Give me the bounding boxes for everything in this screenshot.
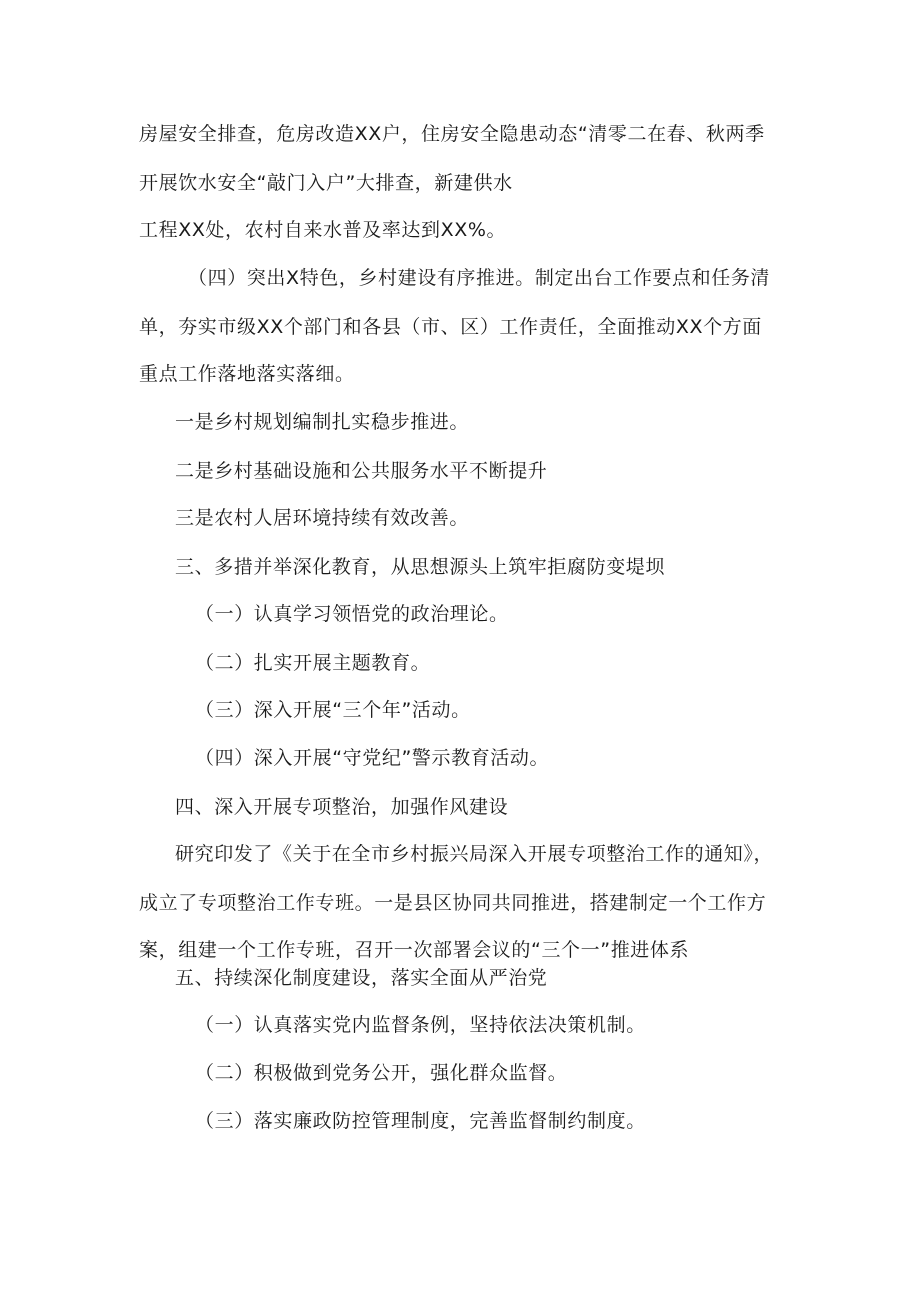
text-line-1: 房屋安全排查，危房改造XX户，住房安全隐患动态“清零二在春、秋两季 <box>139 123 765 145</box>
text-line-22: （三）落实廉政防控管理制度，完善监督制约制度。 <box>195 1110 646 1132</box>
text-line-14: （四）深入开展“守党纪”警示教育活动。 <box>195 747 550 769</box>
text-line-12: （二）扎实开展主题教育。 <box>195 652 431 674</box>
section-heading-3: 三、多措并举深化教育，从思想源头上筑牢拒腐防变堤坝 <box>175 556 666 578</box>
text-line-11: （一）认真学习领悟党的政治理论。 <box>195 603 509 625</box>
text-line-8: 二是乡村基础设施和公共服务水平不断提升 <box>175 460 548 482</box>
section-heading-4: 四、深入开展专项整治，加强作风建设 <box>175 796 509 818</box>
section-heading-5: 五、持续深化制度建设，落实全面从严治党 <box>175 967 548 989</box>
text-line-17: 成立了专项整治工作专班。一是县区协同共同推进，搭建制定一个工作方 <box>139 892 767 914</box>
text-line-20: （一）认真落实党内监督条例，坚持依法决策机制。 <box>195 1014 646 1036</box>
text-line-18: 案，组建一个工作专班，召开一次部署会议的“三个一”推进体系 <box>139 939 690 961</box>
text-line-4: （四）突出X特色，乡村建设有序推进。制定出台工作要点和任务清 <box>188 267 771 289</box>
text-line-7: 一是乡村规划编制扎实稳步推进。 <box>175 411 470 433</box>
text-line-9: 三是农村人居环境持续有效改善。 <box>175 507 470 529</box>
text-line-16: 研究印发了《关于在全市乡村振兴局深入开展专项整治工作的通知》， <box>175 843 774 865</box>
text-line-13: （三）深入开展“三个年”活动。 <box>195 699 471 721</box>
text-line-3: 工程XX处，农村自来水普及率达到XX%。 <box>139 219 507 241</box>
text-line-6: 重点工作落地落实落细。 <box>139 363 355 385</box>
text-line-2: 开展饮水安全“敲门入户”大排查，新建供水 <box>139 172 513 194</box>
text-line-5: 单，夯实市级XX个部门和各县（市、区）工作责任，全面推动XX个方面 <box>139 316 762 338</box>
text-line-21: （二）积极做到党务公开，强化群众监督。 <box>195 1062 568 1084</box>
